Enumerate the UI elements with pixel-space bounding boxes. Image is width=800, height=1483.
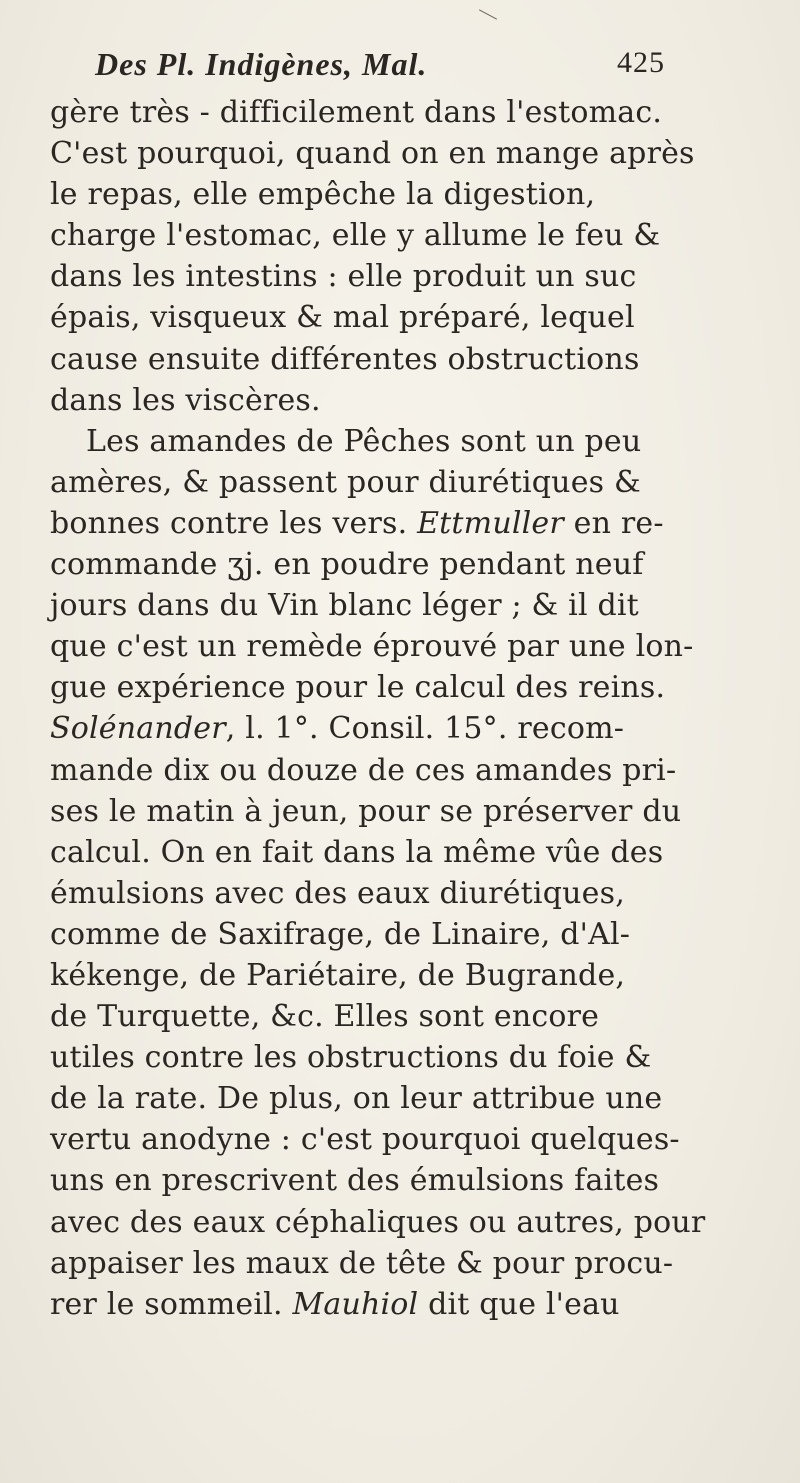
running-header (95, 46, 735, 86)
text-line: cause ensuite différentes obstructions (50, 341, 640, 377)
text-line: dans les viscères. (50, 382, 321, 418)
text-line: utiles contre les obstructions du foie & (50, 1040, 652, 1076)
author-name: Mauhiol (292, 1286, 419, 1322)
text-line: charge l'estomac, elle y allume le feu & (50, 218, 661, 254)
page-number: 425 (617, 46, 665, 79)
text-line: C'est pourquoi, quand on en mange après (50, 136, 695, 172)
text-line: avec des eaux céphaliques ou autres, pour (50, 1204, 706, 1240)
page-mark (479, 9, 497, 19)
text-line: ses le matin à jeun, pour se préserver du (50, 793, 682, 829)
text-line: bonnes contre les vers. Ettmuller en re- (50, 505, 664, 541)
text-line: émulsions avec des eaux diurétiques, (50, 875, 625, 911)
text-line: dans les intestins : elle produit un suc (50, 259, 637, 295)
text-line: que c'est un remède éprouvé par une lon- (50, 629, 694, 665)
text-line: de Turquette, &c. Elles sont encore (50, 999, 600, 1035)
text-line: uns en prescrivent des émulsions faites (50, 1163, 660, 1199)
text-line: vertu anodyne : c'est pourquoi quelques- (50, 1122, 680, 1158)
text-line: calcul. On en fait dans la même vûe des (50, 834, 664, 870)
text-line: appaiser les maux de tête & pour procu- (50, 1245, 674, 1281)
text-line: comme de Saxifrage, de Linaire, d'Al- (50, 916, 631, 952)
text-line: mande dix ou douze de ces amandes pri- (50, 752, 677, 788)
text-line: de la rate. De plus, on leur attribue une (50, 1081, 663, 1117)
author-name: Ettmuller (417, 505, 564, 541)
text-line: rer le sommeil. Mauhiol dit que l'eau (50, 1286, 620, 1322)
text-line: Les amandes de Pêches sont un peu (86, 423, 642, 459)
text-line: jours dans du Vin blanc léger ; & il dit (50, 588, 639, 624)
running-title: Des Pl. Indigènes, Mal. (95, 46, 428, 82)
author-name: Solénander (50, 711, 226, 747)
text-line: Solénander, l. 1°. Consil. 15°. recom- (50, 711, 625, 747)
body-text (50, 92, 780, 1325)
text-line: épais, visqueux & mal préparé, lequel (50, 300, 635, 336)
text-line: gère très - difficilement dans l'estomac. (50, 95, 663, 130)
text-line: commande ʒj. en poudre pendant neuf (50, 547, 644, 583)
text-line: kékenge, de Pariétaire, de Bugrande, (50, 957, 626, 993)
text-line: gue expérience pour le calcul des reins. (50, 670, 666, 706)
text-line: le repas, elle empêche la digestion, (50, 177, 596, 213)
text-line: amères, & passent pour diurétiques & (50, 464, 641, 500)
